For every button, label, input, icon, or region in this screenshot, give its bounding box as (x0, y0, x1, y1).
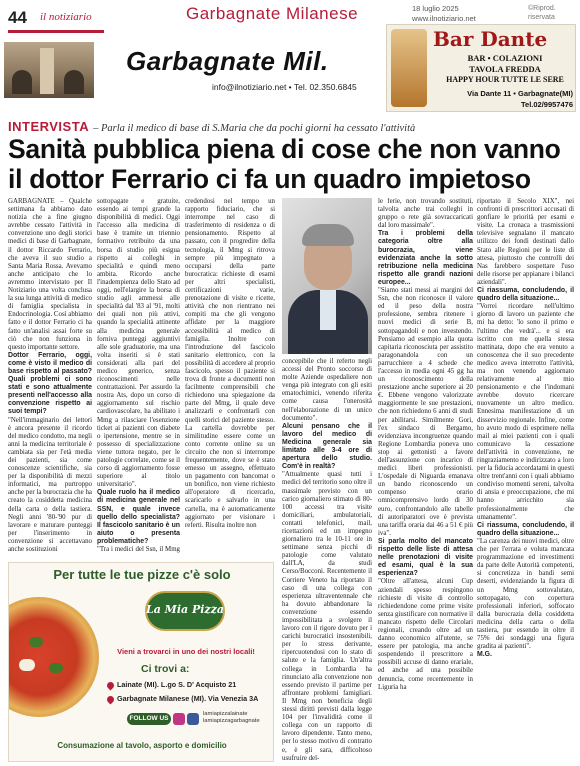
author-signature: M.G. (477, 651, 492, 659)
ad-pizza-visit: Vieni a trovarci in uno dei nostri locali! (117, 647, 255, 656)
article-paragraph: "La carenza dei nuovi medici, oltre che per l'errata e voluta mancata programmazione ed investimenti da parte delle Autorità competenti, si concretizza in bandi semi deserti, evidenziando la figura di un Mmg sottovalutato, sottopagato, con copertura professionali inferiori, soffocato dalla burocrazia della cosiddetta medicina della carta o della tastiera, pur essendo in oltre il 75% dei sondaggi una figura gradita ai pazienti". (477, 537, 574, 651)
section-name: il notiziario (40, 11, 92, 23)
ad-bar-tagline: BAR • COLAZIONI (467, 53, 543, 63)
article-deck: – Parla il medico di base di S.Maria che da pochi giorni ha cessato l'attività (93, 123, 416, 134)
interview-question: Ci riassuma, concludendo, il quadro della situazione... (477, 521, 574, 537)
ad-pizza-headline: Per tutte le tue pizze c'è solo (53, 567, 231, 582)
ad-pizza-footer: Consumazione al tavolo, asporto e domicilio (57, 741, 227, 750)
edition-name: Garbagnate Milanese (186, 4, 359, 23)
article-column-4 (282, 358, 372, 760)
ad-pizza-find: Ci trovi a: (141, 663, 190, 675)
facebook-icon[interactable] (187, 713, 199, 725)
basil-shape (29, 637, 43, 647)
article-paragraph: "Tra i medici del Ssn, il Mmg (97, 546, 180, 554)
arch-shape (12, 70, 32, 94)
location-pin-icon (106, 695, 116, 705)
masthead-title: Garbagnate Mil. (126, 46, 329, 76)
social-handle: lamiapizzagarbagnate (203, 718, 260, 724)
article-paragraph: "Vorrei ricordare nell'ultimo giorno di lavoro un paziente che mi ha detto: 'lo sono il primo e l'ultimo che vedrà'... e si era iscritto con me quella stessa mattinata, dopo che era venuto a conoscenza che il suo precedente medico aveva interrotto l'attività, ma non venendo aggiornato relativamente al mio pensionamento e che l'indomani avrebbe dovuto ricercare nuovamente un altro medico. Ennesima manifestazione di un disservizio regionale. Infine, come ho avuto modo di esprimere nella mail ai miei pazienti con i quali comunicavo la cessazione dell'attività in convenzione, ne ringraziamento e indirizzato a loro per la fiducia accordatami in questi oltre trent'anni con i quali abbiamo condiviso momenti sereni, talvolta di ansia e preoccupazione, che mi hanno arricchito sia professionalmente che umanamente". (477, 303, 574, 521)
article-paragraph: concepibile che il referto negli accessi del Pronto soccorso di molte Aziende ospedaliere non venga più integrato con gli esiti ematochimici, venendo riferita come causa l'onerosità nell'elaborazione di un unico documento". (282, 358, 372, 422)
shirt-shape (320, 290, 336, 330)
article-paragraph: le ferie, non trovando sostituti, talvolta anche trai colleghi in gruppo o rete già sovraccaricati dal loro massimale". (378, 198, 473, 230)
ad-pizza-logo-text: La Mia Pizza (145, 603, 225, 616)
interview-question: Ci riassuma, concludendo, il quadro della situazione... (477, 287, 574, 303)
ad-bar-tagline: HAPPY HOUR TUTTE LE SERE (446, 75, 564, 84)
article-paragraph: "Oltre all'attesa, alcuni Cup aziendali spesso respingono richieste di visite di controllo richiedendone come prime visite senza giustificare con normative il mancato rispetto delle Circolari regionali, creando oltre ad un danno economico all'utente, se essere per patologia, ma anche sospendendo il prescrittore a possibili accuse di danno erariale, ed anche ad una possibile denuncia, come recentemente in Liguria ha (378, 578, 473, 691)
instagram-icon[interactable] (173, 713, 185, 725)
basil-shape (49, 663, 63, 673)
article-column-5 (378, 198, 473, 760)
article-kicker: INTERVISTA (8, 119, 90, 134)
masthead (4, 42, 382, 100)
masthead-contact: info@ilnotiziario.net • Tel. 02.350.6845 (212, 82, 357, 92)
article-paragraph: sottopagate e gratuite, essendo ai tempi grande la disponibilità di medici. Oggi l'accesso alla medicina di base è tramite un triennio formativo retribuito da una borsa di studio più esigua rispetto ai colleghi in specialità e quindi meno ambita. Ricordo anche l'inadempienza dello Stato ad oggi, nell'elargire la borsa di studio agli ammessi alle specialità dal '83 al '91, molti dei quali non più attivi, quando la specialità attinente alla medicina generale forniva punteggi aggiuntivi alle sole graduatorie, ma una volta inseriti si è stati considerati alla pari del medico generico, senza riconoscimenti nelle contrattazioni. Per assurdo la nostra Ats, dopo un corso di aggiornamento sul rischio cardiovascolare, ha abilitato i Mmg a rilasciare l'esenzione ticket ai pazienti con diabete o ipertensione, mentre se in possesso di specializzazione viene tuttora negato, per le patologie correlate, come se il corso di aggiornamento fosse superiore al titolo universitario". (97, 198, 180, 489)
article-column-6 (477, 198, 574, 760)
town-photo (4, 42, 94, 98)
drink-image (391, 29, 427, 107)
article-paragraph: "Siamo stati messi ai margini del Ssn, che non riconosce il valore ed il peso della nostra professione, sembra ritenere i nuovi medici di serie B, sottopagandoli e non investendo. Pensiamo ad esempio alla quota capitaria riconosciuta per assistito paragonandola con un parrucchiere a 4 schede che l'accesso in media ogni 45 gg ha un riconoscimento della prestazione anche superiore ai 20 €. Ebbene vengono valorizzate maggiormente le sue prestazioni, che non richiedono 6 anni di studi per abilitarsi. Similmente Gori, l'ex sindaco di Bergamo, evidenziava incongruenze quando Regione Lombardia poneva uno stop ai gettonisti a favore dell'assunzione con incarico di medici liberi professionisti. L'ospedale di Niguarda emanava un bando riconoscendo un compenso orario omnicomprensivo lordo di 30 euro, confrontandolo alle tabelle di autoriparatori ove è prevista una tariffa oraria dai 46 a 51 € più iva". (378, 287, 473, 537)
article-column-3 (185, 198, 275, 554)
ad-pizza-handles (203, 711, 260, 725)
bar-dante-ad[interactable] (386, 24, 576, 112)
article-paragraph: "Attualmente quasi tutti i medici del territorio sono oltre il massimale previsto con un carico giornaliero stimato di 80-100 accessi tra visite domiciliari, ambulatoriali, contatti telefonici, mail, ricettazioni ed un impegno giornaliero tra le 10-11 ore in settimane senza picchi di patologie come valutato dall'LA, da studi Cerso/Bocconi. Recentemente il Corriere Veneto ha riportato il caso di una collega con esperienza ultraventennale che ha dovuto abbandonare la convenzione essendo impossibilitata a svolgere il lavoro con il rigore dovuto per i carichi burocratici insostenibili, per lo stress derivante, ripercuotendosi con lo stato di salute e la famiglia. Un'altra collega in Lombardia ha rinunciato alla convenzione non essendo previsto il partime per affrontare problemi famigliari. Il Mmg non beneficia degli stessi diritti previsti dalla legge 104 per l'invalidità come il collega con un rapporto di lavoro dipendente. Tanto meno, per lo stesso motivo di contratto e, è gli sara, difficoltoso usufruire del- (282, 471, 372, 760)
site-url[interactable]: www.ilnotiziario.net (412, 14, 476, 23)
page-number: 44 (8, 8, 27, 27)
article-paragraph: credendosi nel tempo un rapporto fiduciario, che si interrompe nel caso di trasferimento di residenza o di pensionamento. Rispetto al passato, con il progredire della tecnologia, il Mmg si ritrova sempre più impegnato a occuparsi della parte burocratica: richieste di esami per altri specialisti, certificazioni varie, prenotazione di visite e ricette, attività che non rientrano nei compiti ma che gli vengono affidate per la maggiore accessibilità al medico di famiglia. Inoltre con l'introduzione del fascicolo sanitario elettronico, con la possibilità di accedere al proprio fascicolo, spesso il paziente si trova di fronte a documenti non facilmente comprensibili che richiedono una spiegazione da parte del Mmg, il quale deve analizzarli e confrontarli con quelli storici del paziente stesso. La cartella dovrebbe per similitudine essere come un conto corrente online su un circuito che non si interrompe frequentemente, dove se è stato emesso un assegno, effettuato un pagamento con bancomat o un bonifico, non viene richiesto all'operatore di ricercarlo, scaricarlo e salvarlo in una cartella, ma è automaticamente aggiornato per visionare i referti. Risulta inoltre non (185, 198, 275, 529)
ad-bar-name: Bar Dante (433, 27, 548, 51)
article-paragraph: GARBAGNATE – Qualche settimana fa abbiamo dato notizia che a fine giugno avrebbe cessato l'attività in convenzione uno degli storici medici di base di Garbagnate, il dottor Riccardo Ferrario, che aveva il suo studio a Santa Maria Rossa. Avevamo anche anticipato che lo avremmo intervistato per Il Notiziario una volta conclusa la sua lunga attività di medico di famiglia specialista in Endocrinologia. Così abbiamo fatto e il dottor Ferrario ci ha fatto un'analisi assai forte su ciò che non funziona in questo importante settore. (8, 198, 92, 351)
article-column-2 (97, 198, 180, 554)
interview-question: Dottor Ferrario, oggi, come è visto il medico di base rispetto al passato? Quali problemi ci sono stati e sono attualmente presenti nell'accesso alla convenzione rispetto ai suoi tempi? (8, 351, 92, 416)
social-handle: lamiapizzalainate (203, 711, 248, 717)
copyright-line-2: riservata (528, 14, 555, 21)
interview-question: Quale ruolo ha il medico di medicina generale nel SSN, e quale invece quello dello specialista? Il fascicolo sanitario è un aiuto o presenta problematiche? (97, 489, 180, 545)
hair-shape (302, 224, 354, 246)
ad-bar-phone: Tel.02/9957476 (521, 100, 573, 109)
follow-us-badge[interactable]: FOLLOW US (127, 713, 171, 725)
ad-pizza-location: Lainate (MI). L.go S. D' Acquisto 21 (117, 680, 237, 689)
interview-question: Alcuni pensano che il lavoro del medico di Medicina generale sia limitato alle 3-4 ore di apertura dello studio. Com'è in realtà? (282, 422, 372, 471)
copyright-line-1: ©Riprod. (528, 5, 556, 12)
article-column-1 (8, 198, 92, 554)
header-rule (8, 30, 104, 33)
article-headline: Sanità pubblica piena di cose che non vanno il dottor Ferrario ci fa un quadro impietoso (8, 134, 561, 194)
article-paragraph: "Nell'immaginario dei lettori è ancora presente il ricordo del medico condotto, ma negli anni la medicina territoriale è cambiata sia per l'età media dei pazienti, sia come conoscenze scientifiche, sia per la disponibilità di mezzi informatici, ma purtroppo anche per la burocrazia che ha creato la cosiddetta medicina della carta o della tastiera. Negli anni '80-'90 pur di lavorare e maturare punteggi per l'inserimento in convenzione si accettavano anche sostituzioni (8, 416, 92, 554)
issue-date: 18 luglio 2025 (412, 4, 459, 13)
ad-pizza-location: Garbagnate Milanese (MI). Via Venezia 3A (117, 694, 259, 703)
article-paragraph: riportato il Secolo XIX", nei confronti di prescrittori accusati di gonfiare le priorità per esami e visite. La cronaca a trasmissioni televisive segnalano il mancato utilizzo dei fondi destinati dallo Stato alle Regioni per le liste di attesa, piuttosto che controlli dei Nas farebbero sospettare l'uso delle risorse per appianare i bilanci aziendali". (477, 198, 574, 286)
location-pin-icon (106, 681, 116, 691)
doctor-photo (282, 198, 372, 354)
ad-bar-tagline: TAVOLA FREDDA (469, 64, 541, 74)
arch-shape (64, 70, 84, 94)
pizza-image (8, 597, 99, 717)
pizza-ad[interactable] (8, 562, 274, 762)
ad-bar-address: Via Dante 11 • Garbagnate(MI) (467, 89, 573, 98)
interview-question: Tra i problemi della categoria oltre alla burocrazia, viene evidenziata anche la sotto retribuzione nella medicina rispetto alle grandi nazioni europee... (378, 230, 473, 286)
tower-shape (40, 48, 54, 94)
mozzarella-shape (19, 659, 35, 671)
interview-question: Si parla molto del mancato rispetto delle liste di attesa nelle prenotazioni di visite ed esami, qual è la sua esperienza? (378, 537, 473, 578)
copyright-note (528, 4, 556, 22)
